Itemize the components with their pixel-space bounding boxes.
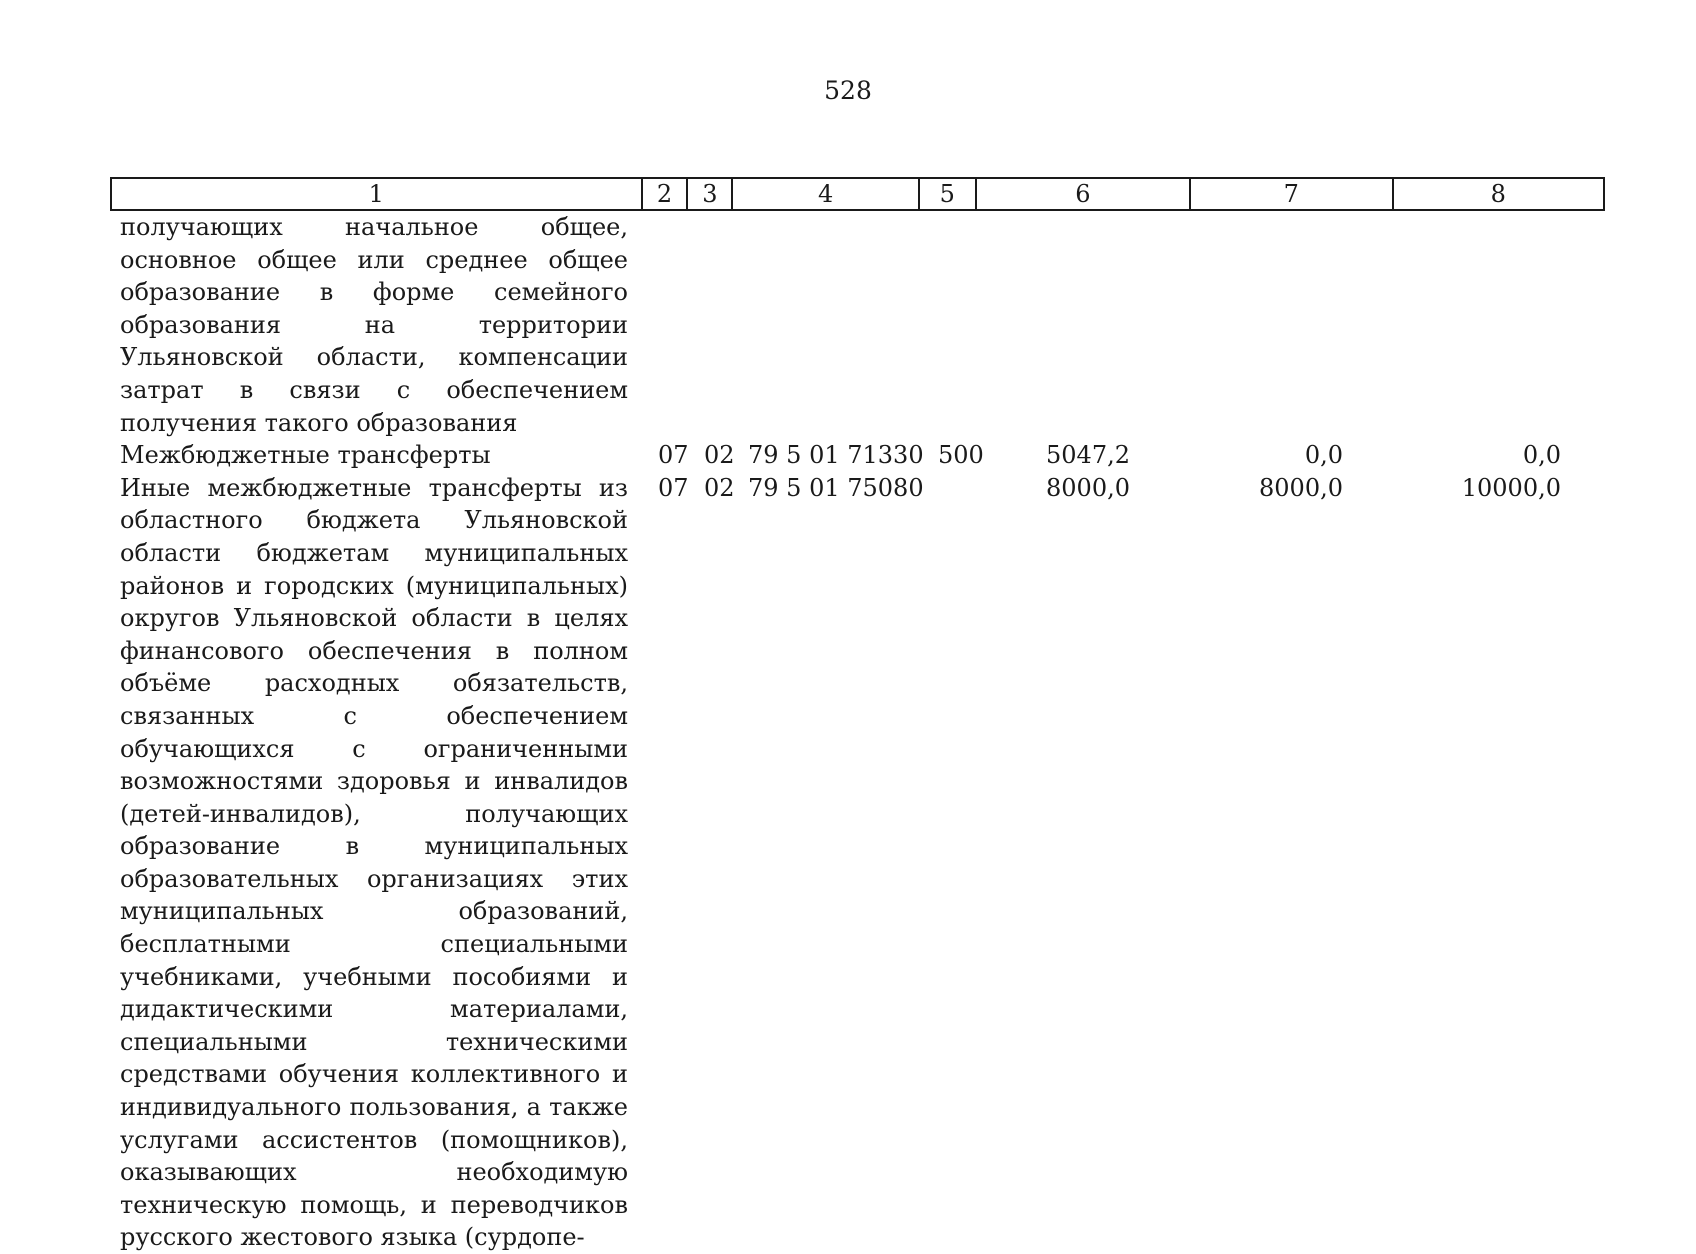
amount-col-6: 5047,2 bbox=[1046, 441, 1130, 470]
target-code: 79 5 01 71330 bbox=[748, 441, 924, 470]
row-description: Межбюджетные трансферты bbox=[120, 441, 491, 470]
header-col-6: 6 bbox=[977, 179, 1191, 209]
header-col-4: 4 bbox=[733, 179, 920, 209]
header-col-5: 5 bbox=[920, 179, 977, 209]
header-col-8: 8 bbox=[1490, 180, 1506, 208]
header-col-7: 7 bbox=[1191, 179, 1393, 209]
target-code: 79 5 01 75080 bbox=[748, 473, 924, 502]
amount-col-7: 0,0 bbox=[1304, 441, 1343, 470]
table-row bbox=[110, 211, 1605, 439]
row-codes bbox=[650, 439, 1613, 472]
amount-col-6: 8000,0 bbox=[1046, 473, 1130, 502]
section-code: 07 bbox=[658, 441, 689, 470]
table-header-row bbox=[110, 177, 1605, 211]
row-description: получающих начальное общее, основное общее или среднее общее образование в форме семейного образования на территории Ульяновской области, компенсации затрат в связи с обеспечением получения такого образования bbox=[120, 213, 628, 437]
expense-type-code: 500 bbox=[938, 441, 984, 470]
expense-type-code bbox=[932, 472, 1004, 505]
subsection-code: 02 bbox=[704, 473, 735, 502]
amount-col-7: 8000,0 bbox=[1259, 473, 1343, 502]
subsection-code: 02 bbox=[704, 441, 735, 470]
budget-table bbox=[110, 177, 1605, 1254]
table-row bbox=[110, 472, 1605, 1254]
amount-col-8: 0,0 bbox=[1522, 441, 1561, 470]
table-row bbox=[110, 439, 1605, 472]
row-description: Иные межбюджетные трансферты из областного бюджета Ульяновской области бюджетам муниципальных районов и городских (муниципальных) округов Ульяновской области в целях финансового обеспечения в полном объёме расходных обязательств, связанных с обеспечением обучающихся с ограниченными возможностями здоровья и инвалидов (детей-инвалидов), получающих образование в муниципальных образовательных организациях этих муниципальных образований, бесплатными специальными учебниками, учебными пособиями и дидактическими материалами, специальными техническими средствами обучения коллективного и индивидуального пользования, а также услугами ассистентов (помощников), оказывающих необходимую техническую помощь, и переводчиков русского жестового языка (сурдопе- bbox=[120, 473, 628, 1252]
header-col-1: 1 bbox=[112, 179, 643, 209]
page-number: 528 bbox=[824, 76, 872, 105]
amount-col-8: 10000,0 bbox=[1461, 473, 1561, 502]
row-codes bbox=[650, 472, 1613, 505]
header-col-2: 2 bbox=[643, 179, 689, 209]
section-code: 07 bbox=[658, 473, 689, 502]
header-col-3: 3 bbox=[688, 179, 733, 209]
